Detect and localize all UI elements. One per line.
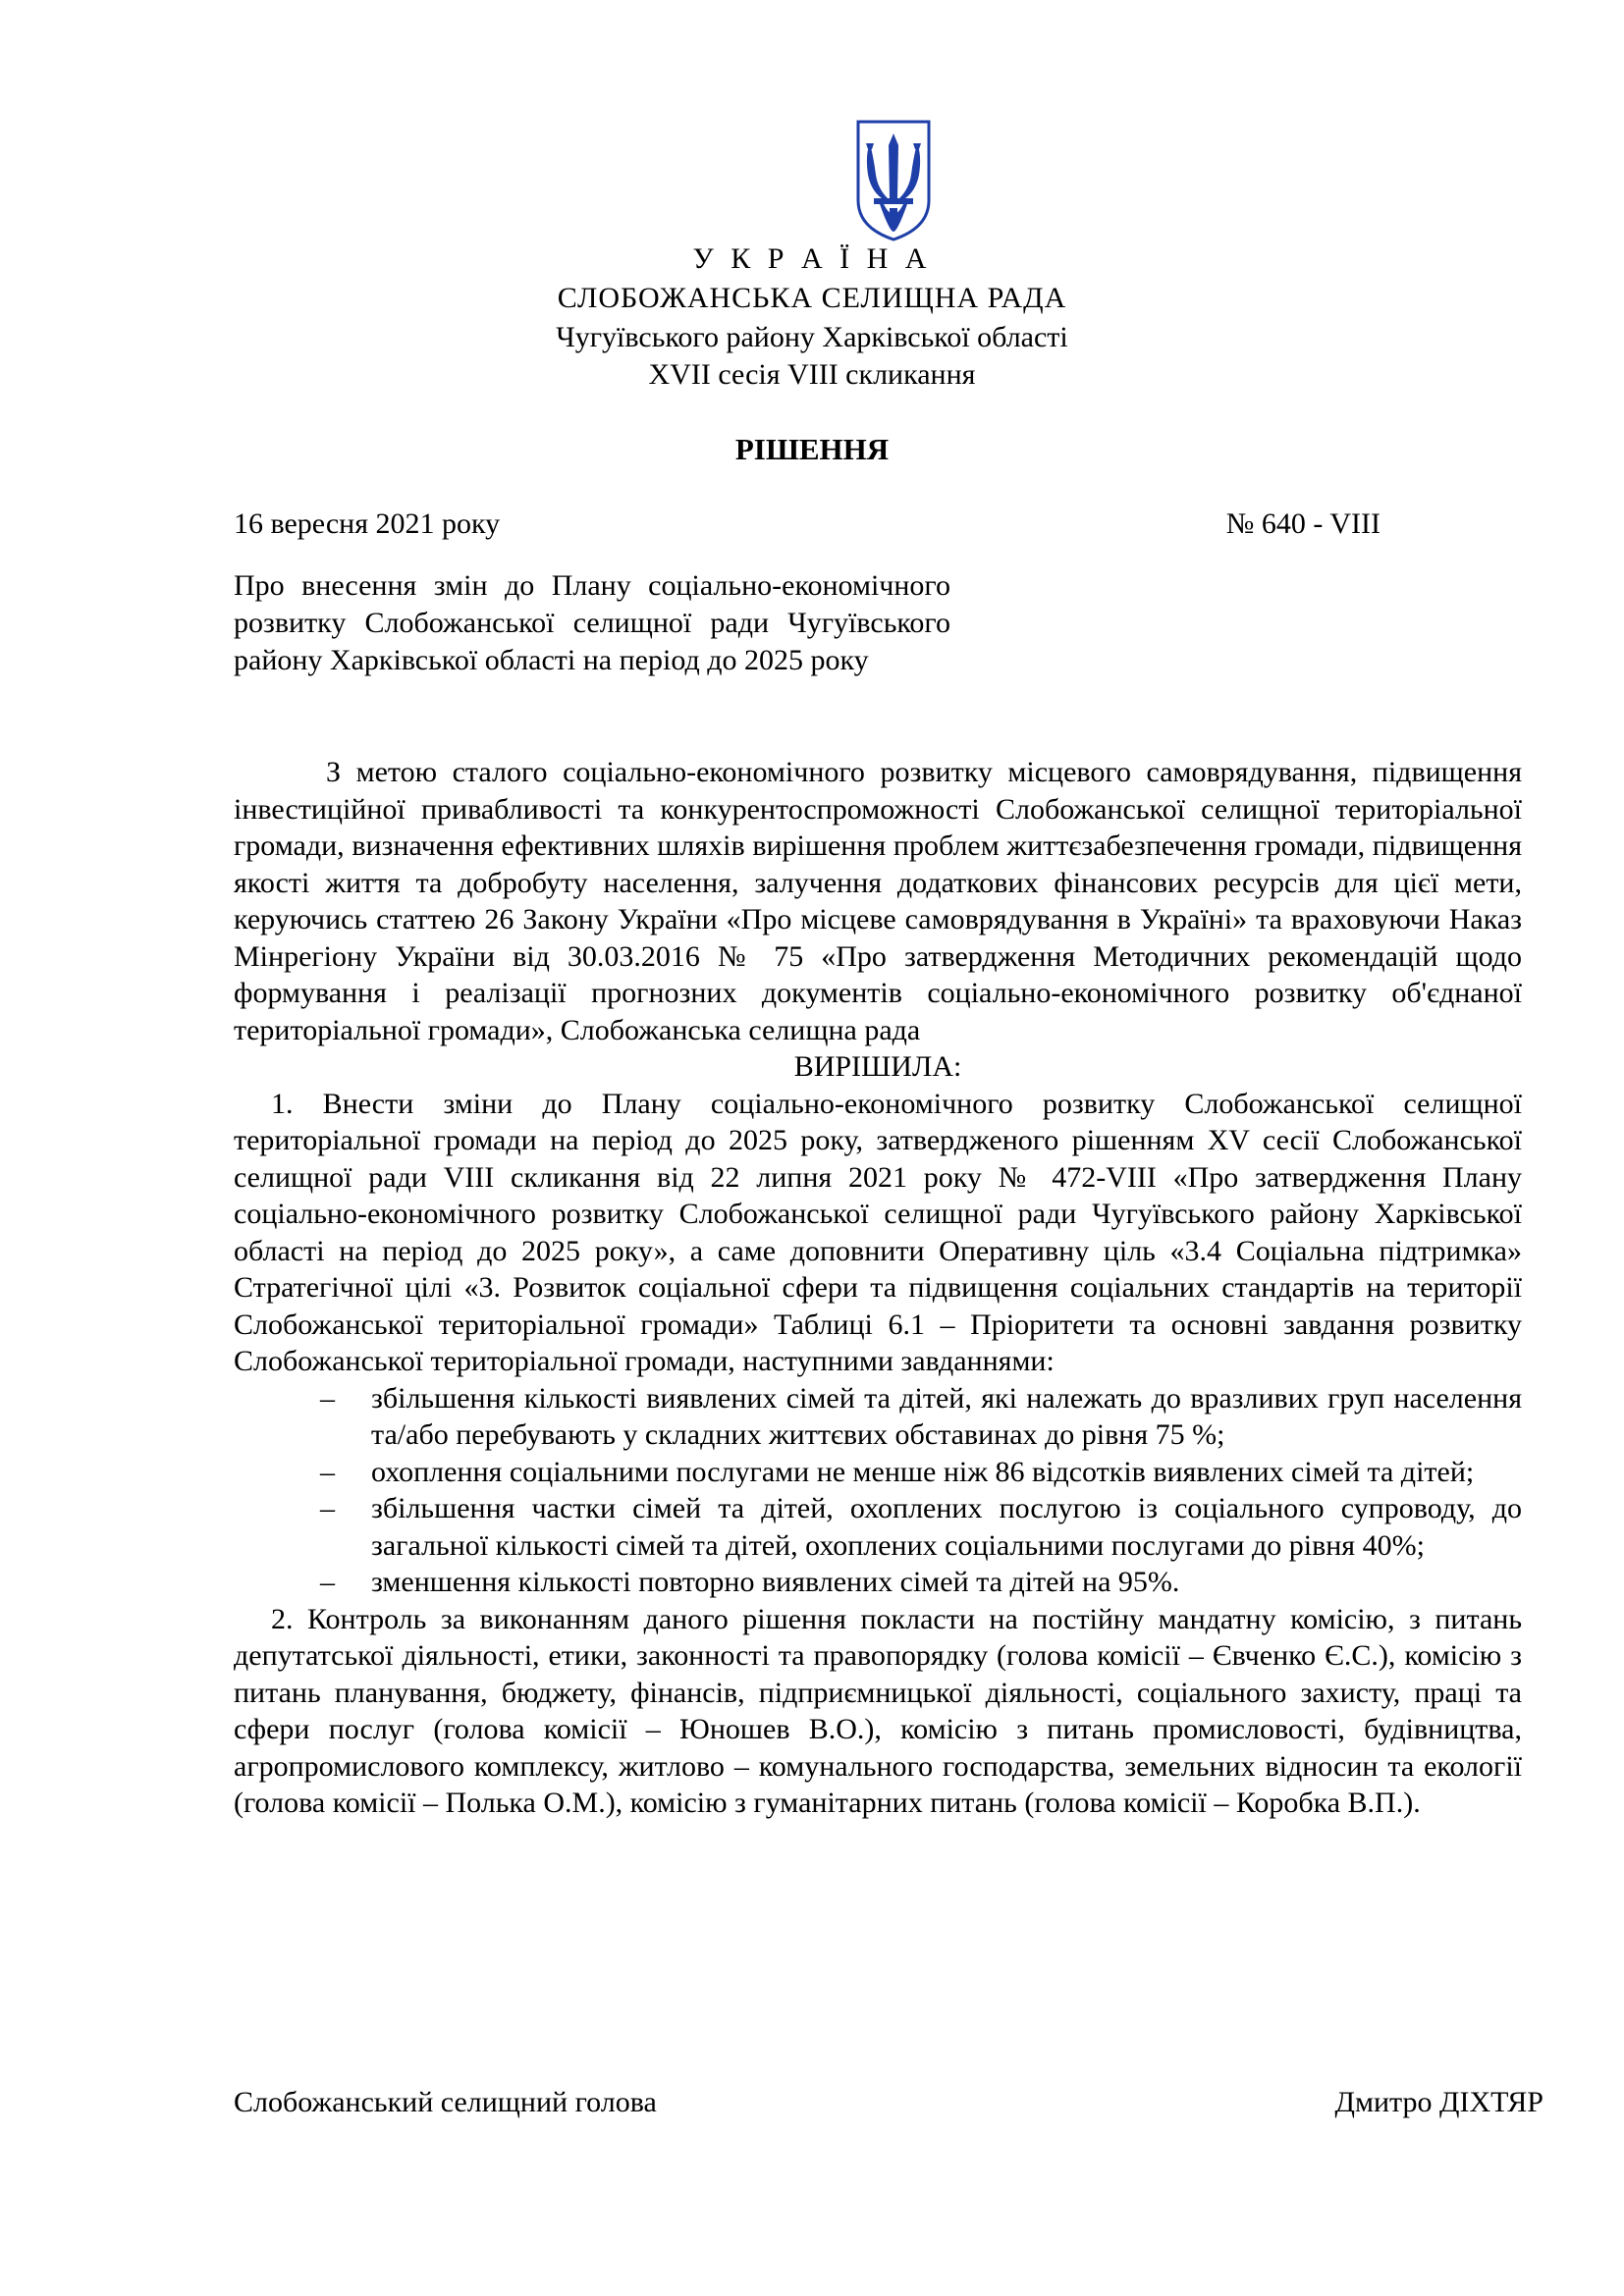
- decision-number: № 640 - VIII: [1225, 507, 1380, 540]
- resolution-item-1: 1. Внести зміни до Плану соціально-економічного розвитку Слобожанської селищної територіальної громади на період до 2025 року, затвердженого рішенням XV сесії Слобожанської селищної ради VIII скликання від 22 липня 2021 року № 472-VIII «Про затвердження Плану соціально-економічного розвитку Слобожанської селищної ради Чугуївського району Харківської області на період до 2025 року», а саме доповнити Оперативну ціль «3.4 Соціальна підтримка» Стратегічної цілі «3. Розвиток соціальної сфери та підвищення соціальних стандартів на території Слобожанської територіальної громади» Таблиці 6.1 – Пріоритети та основні завдання розвитку Слобожанської територіальної громади, наступними завданнями:: [234, 1087, 1522, 1377]
- dash-marker: –: [320, 1455, 335, 1488]
- header-district: Чугуївського району Харківської області: [556, 321, 1068, 353]
- header-session: XVII сесія VIII скликання: [648, 358, 976, 391]
- task-text: збільшення частки сімей та дітей, охоплених послугою із соціального супроводу, до загальної кількості сімей та дітей, охоплених соціальними послугами до рівня 40%;: [371, 1492, 1522, 1562]
- task-list-item: [234, 1380, 1522, 1454]
- task-text: охоплення соціальними послугами не менше ніж 86 відсотків виявлених сімей та дітей;: [371, 1455, 1475, 1488]
- decision-subject: Про внесення змін до Плану соціально-економічного розвитку Слобожанської селищної ради Чугуївського району Харківської області на період до 2025 року: [234, 569, 950, 676]
- signatory-name: Дмитро ДІХТЯР: [1334, 2086, 1543, 2118]
- preamble-paragraph: З метою сталого соціально-економічного розвитку місцевого самоврядування, підвищення інвестиційної привабливості та конкурентоспроможності Слобожанської селищної територіальної громади, визначення ефективних шляхів вирішення проблем життєзабезпечення громади, підвищення якості життя та добробуту населення, залучення додаткових фінансових ресурсів для цієї мети, керуючись статтею 26 Закону України «Про місцеве самоврядування в Україні» та враховуючи Наказ Мінрегіону України від 30.03.2016 № 75 «Про затвердження Методичних рекомендацій щодо формування і реалізації прогнозних документів соціально-економічного розвитку об'єднаної територіальної громади», Слобожанська селищна рада: [234, 756, 1522, 1046]
- dash-marker: –: [320, 1492, 335, 1524]
- task-list: [234, 1380, 1522, 1601]
- coat-of-arms-trident-icon: [852, 116, 935, 243]
- dash-marker: –: [320, 1381, 335, 1415]
- decision-body: [234, 754, 1522, 1822]
- resolution-item-2: 2. Контроль за виконанням даного рішення покласти на постійну мандатну комісію, з питань депутатської діяльності, етики, законності та правопорядку (голова комісії – Євченко Є.С.), комісію з питань планування, бюджету, фінансів, підприємницької діяльності, соціального захисту, праці та сфери послуг (голова комісії – Юношев В.О.), комісію з питань промисловості, будівництва, агропромислового комплексу, житлово – комунального господарства, земельних відносин та екології (голова комісії – Полька О.М.), комісію з гуманітарних питань (голова комісії – Коробка В.П.).: [234, 1602, 1522, 1819]
- task-text: зменшення кількості повторно виявлених сімей та дітей на 95%.: [371, 1566, 1180, 1598]
- header-country: У К Р А Ї Н А: [692, 242, 932, 275]
- document-type-heading: РІШЕННЯ: [734, 432, 890, 466]
- task-list-item: [234, 1564, 1522, 1601]
- task-text: збільшення кількості виявлених сімей та дітей, які належать до вразливих груп населення та/або перебувають у складних життєвих обставинах до рівня 75 %;: [371, 1381, 1522, 1451]
- task-list-item: [234, 1490, 1522, 1564]
- dash-marker: –: [320, 1566, 335, 1598]
- header-council: СЛОБОЖАНСЬКА СЕЛИЩНА РАДА: [557, 282, 1067, 314]
- trident-emblem-graphic: [852, 116, 935, 243]
- signatory-title: Слобожанський селищний голова: [234, 2086, 657, 2118]
- task-list-item: [234, 1454, 1522, 1491]
- resolved-heading: ВИРІШИЛА:: [793, 1050, 962, 1083]
- decision-date: 16 вересня 2021 року: [234, 507, 501, 540]
